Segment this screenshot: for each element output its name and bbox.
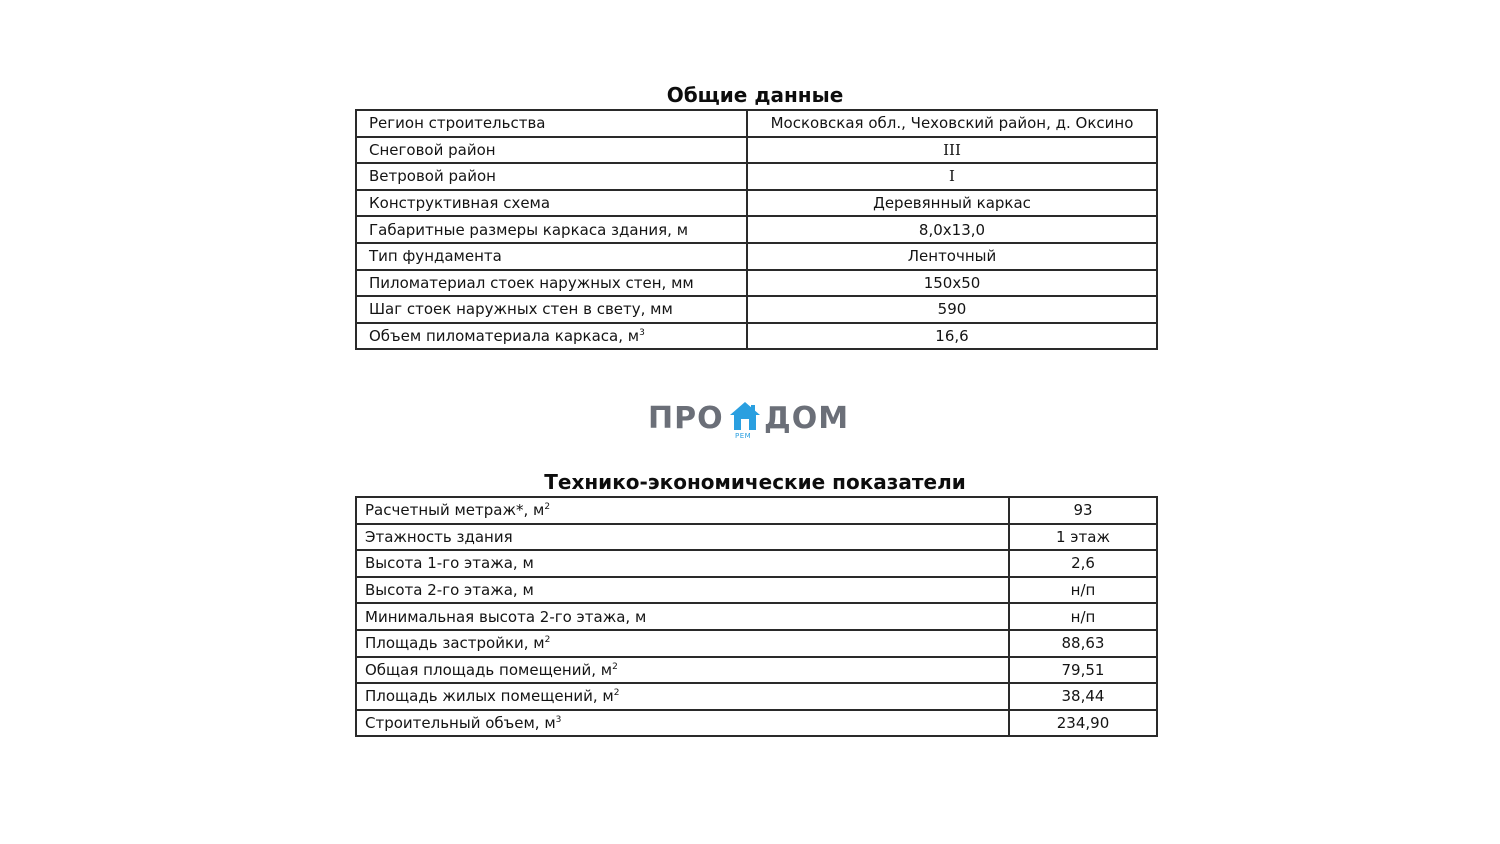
row-value: 2,6 xyxy=(1009,550,1157,577)
logo-word-right: ДОМ xyxy=(764,401,850,436)
row-value: 79,51 xyxy=(1009,657,1157,684)
row-label: Общая площадь помещений, $м^2$ xyxy=(356,657,1009,684)
row-value: 234,90 xyxy=(1009,710,1157,737)
unit-superscript: 3 xyxy=(555,715,562,726)
table-row xyxy=(356,296,1157,323)
table-row xyxy=(356,657,1157,684)
table-row xyxy=(356,190,1157,217)
row-label: Высота 1-го этажа, м xyxy=(356,550,1009,577)
tech-indicators-title: Технико-экономические показатели xyxy=(544,470,966,494)
table-row xyxy=(356,497,1157,524)
row-label: Шаг стоек наружных стен в свету, мм xyxy=(356,296,747,323)
row-value: 8,0х13,0 xyxy=(747,216,1157,243)
table-row xyxy=(356,323,1157,350)
unit-superscript: 2 xyxy=(613,688,620,699)
row-value: 16,6 xyxy=(747,323,1157,350)
table-row xyxy=(356,603,1157,630)
tech-indicators-table xyxy=(355,496,1158,737)
prodom-logo xyxy=(640,398,860,444)
row-value: 150х50 xyxy=(747,270,1157,297)
row-label: Регион строительства xyxy=(356,110,747,137)
row-label: Пиломатериал стоек наружных стен, мм xyxy=(356,270,747,297)
row-value: III xyxy=(747,137,1157,164)
table-row xyxy=(356,550,1157,577)
table-row xyxy=(356,270,1157,297)
row-label: Этажность здания xyxy=(356,524,1009,551)
table-row xyxy=(356,630,1157,657)
row-value: н/п xyxy=(1009,603,1157,630)
row-label: Ветровой район xyxy=(356,163,747,190)
row-value: I xyxy=(747,163,1157,190)
house-icon xyxy=(728,400,762,434)
row-label: Снеговой район xyxy=(356,137,747,164)
table-row xyxy=(356,683,1157,710)
table-row xyxy=(356,216,1157,243)
row-label: Площадь жилых помещений, $м^2$ xyxy=(356,683,1009,710)
table-row xyxy=(356,163,1157,190)
row-label: Высота 2-го этажа, м xyxy=(356,577,1009,604)
logo-word-left: ПРО xyxy=(648,401,724,436)
table-row xyxy=(356,577,1157,604)
table-row xyxy=(356,110,1157,137)
row-label: Тип фундамента xyxy=(356,243,747,270)
row-value: 1 этаж xyxy=(1009,524,1157,551)
table-row xyxy=(356,710,1157,737)
unit-superscript: 2 xyxy=(612,661,618,672)
row-label: Расчетный метраж*, $м^2$ xyxy=(356,497,1009,524)
row-label: Площадь застройки, $м^2$ xyxy=(356,630,1009,657)
row-value: Московская обл., Чеховский район, д. Оксино xyxy=(747,110,1157,137)
table-row xyxy=(356,524,1157,551)
logo-subtext: РЕМ xyxy=(735,432,752,440)
row-value: 93 xyxy=(1009,497,1157,524)
general-data-title: Общие данные xyxy=(666,83,844,107)
row-value: 38,44 xyxy=(1009,683,1157,710)
row-value: Ленточный xyxy=(747,243,1157,270)
row-value: Деревянный каркас xyxy=(747,190,1157,217)
unit-superscript: 2 xyxy=(544,635,551,646)
general-data-table xyxy=(355,109,1158,350)
row-label: Минимальная высота 2-го этажа, м xyxy=(356,603,1009,630)
row-label: Объем пиломатериала каркаса, $м^3$ xyxy=(356,323,747,350)
table-row xyxy=(356,243,1157,270)
row-label: Габаритные размеры каркаса здания, м xyxy=(356,216,747,243)
table-row xyxy=(356,137,1157,164)
row-label: Конструктивная схема xyxy=(356,190,747,217)
unit-superscript: 3 xyxy=(639,328,645,339)
row-label: Строительный объем, $м^3$ xyxy=(356,710,1009,737)
row-value: н/п xyxy=(1009,577,1157,604)
row-value: 88,63 xyxy=(1009,630,1157,657)
row-value: 590 xyxy=(747,296,1157,323)
unit-superscript: 2 xyxy=(544,502,551,513)
